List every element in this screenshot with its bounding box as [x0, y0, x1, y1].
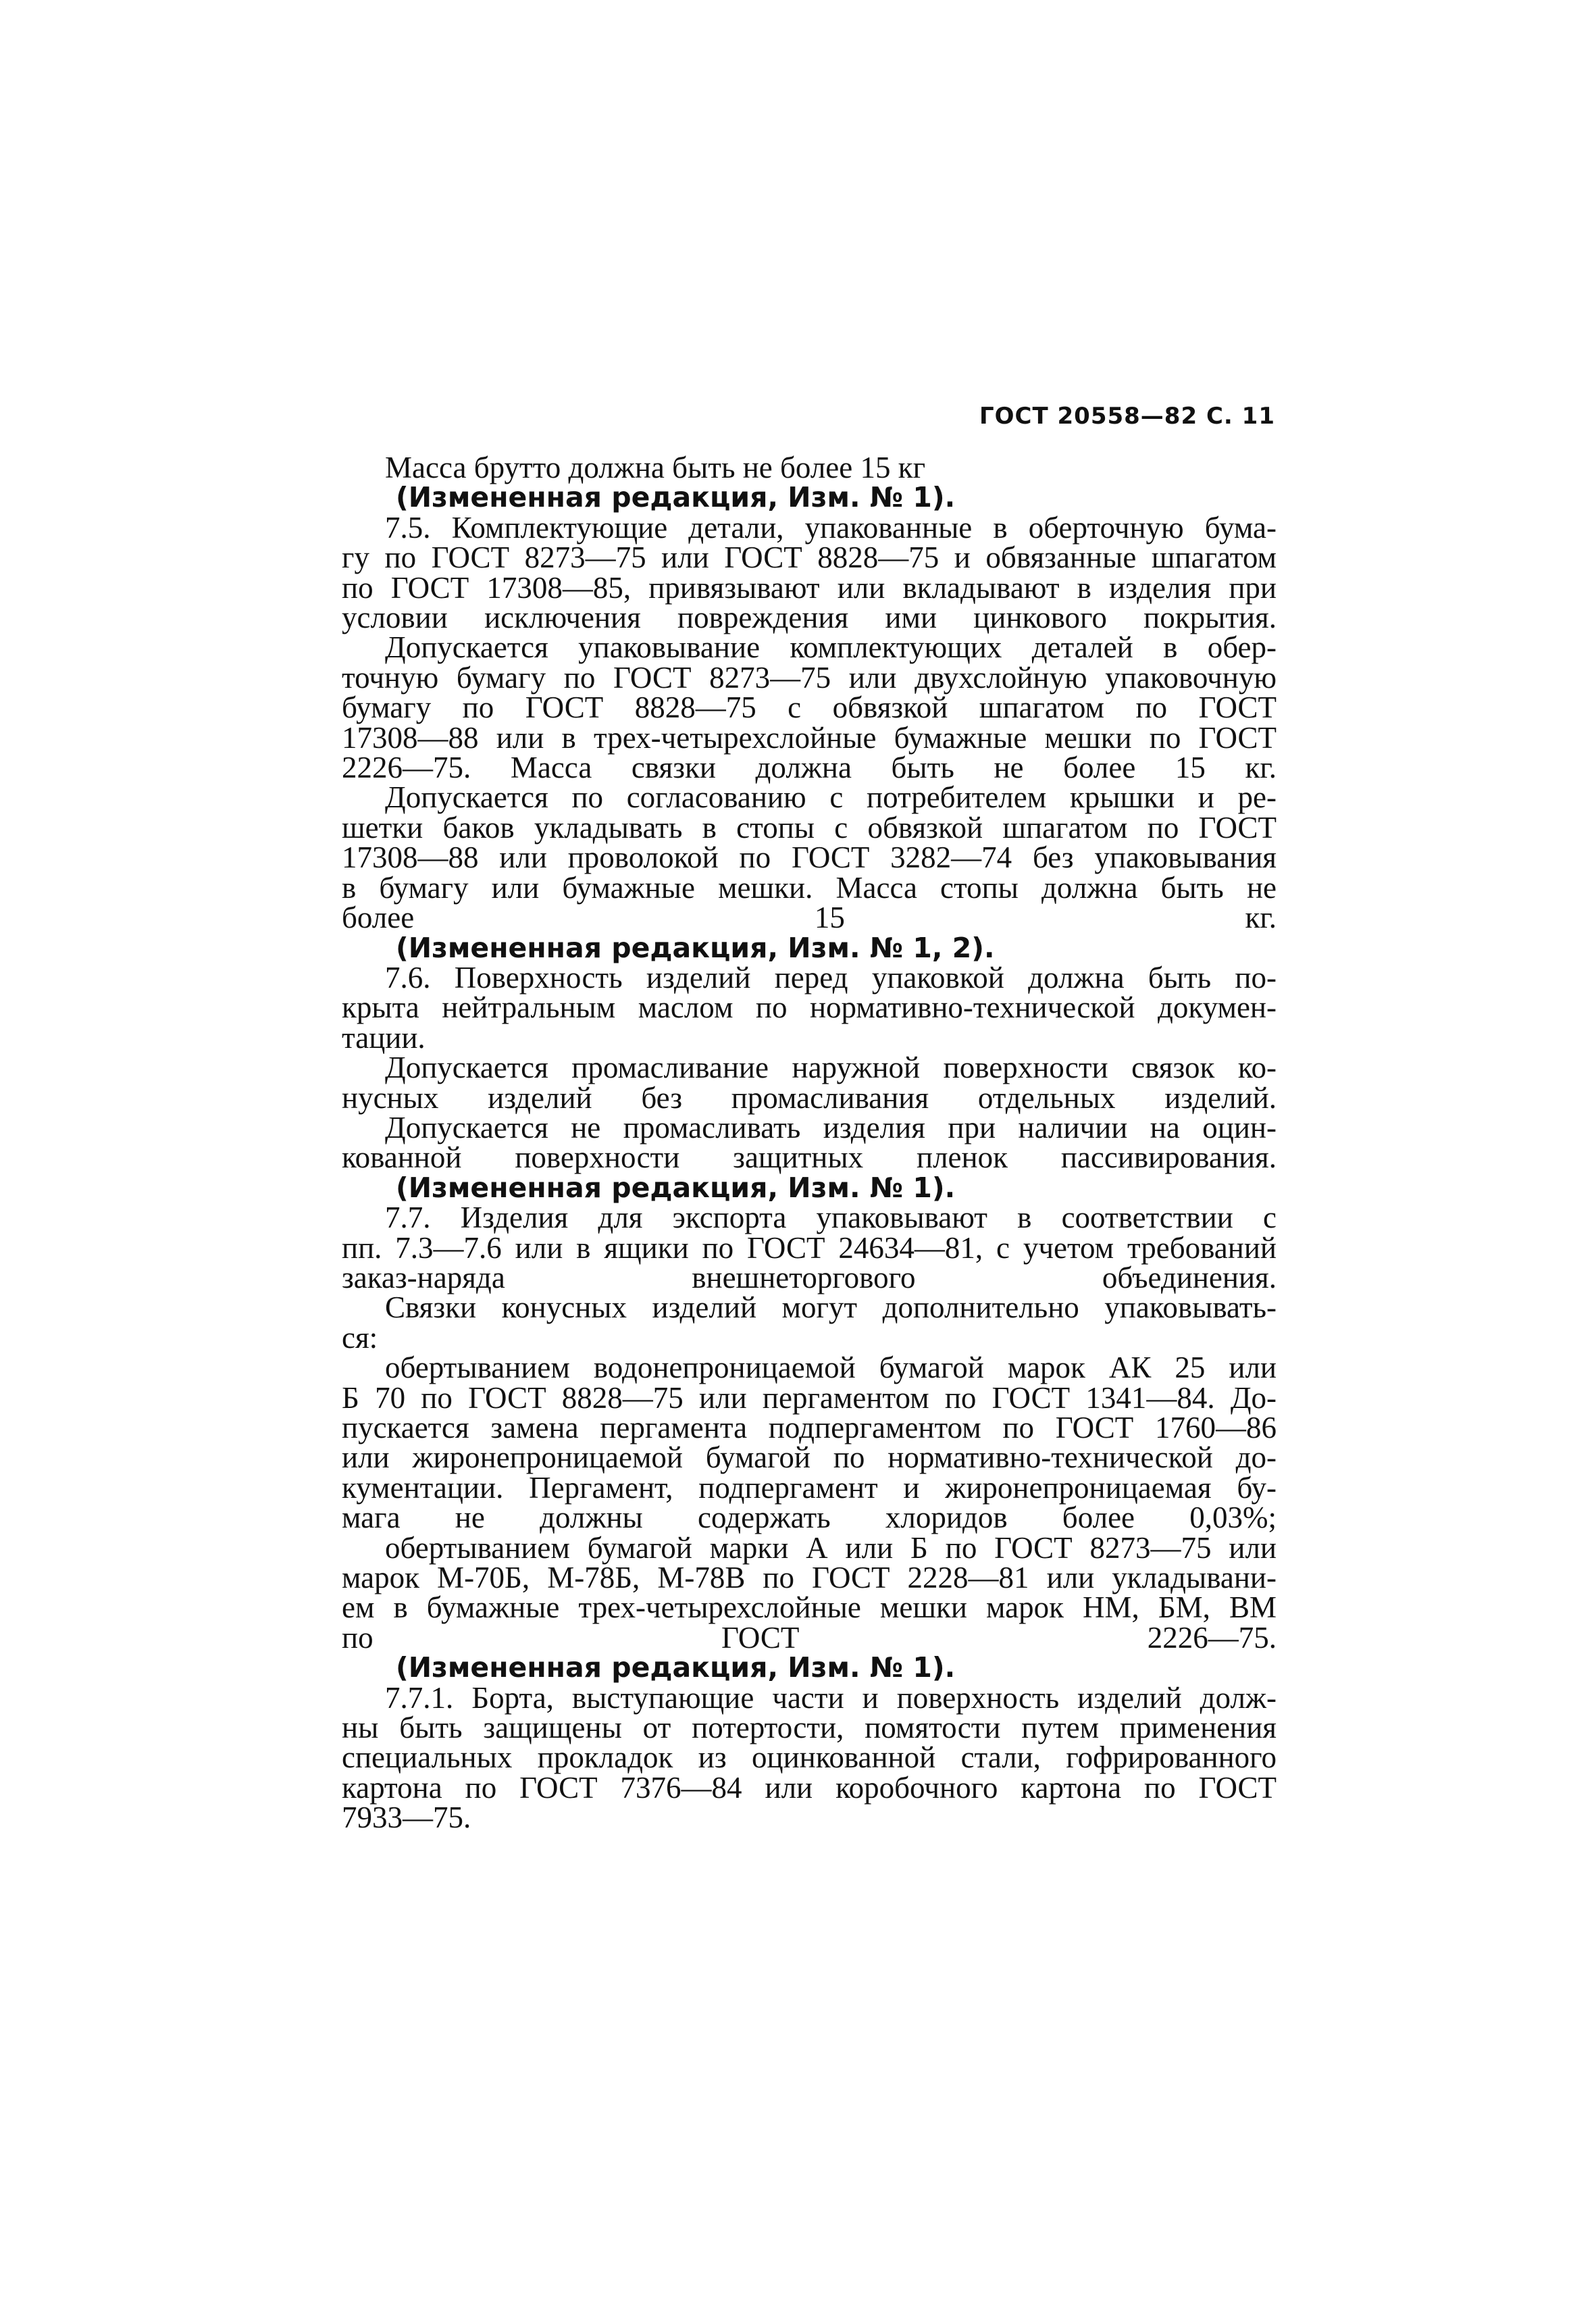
paragraph-7-6 [342, 960, 1277, 1055]
text-line: Допускается промасливание наружной поверхности связок ко- [385, 1051, 1277, 1085]
standard-number: ГОСТ 20558—82 [979, 403, 1198, 430]
text-line: пп. 7.3—7.6 или в ящики по ГОСТ 24634—81, с учетом требований [342, 1230, 1277, 1265]
text-line: ны быть защищены от потертости, помятости путем применения [342, 1711, 1277, 1745]
text-line: в бумагу или бумажные мешки. Масса стопы должна быть не [342, 870, 1277, 905]
text-line: обертыванием водонепроницаемой бумагой марок АК 25 или [385, 1351, 1277, 1385]
text-line: 17308—88 или в трех-четырехслойные бумажные мешки по ГОСТ [342, 720, 1277, 755]
paragraph-7-5-stacks [342, 780, 1277, 935]
text-line: 7.5. Комплектующие детали, упакованные в оберточную бума- [385, 510, 1277, 545]
paragraph-7-7-paper [342, 1530, 1277, 1655]
text-line: по ГОСТ 2226—75. [342, 1620, 1277, 1655]
running-header [892, 403, 1275, 430]
text-line: или жиронепроницаемой бумагой по нормативно-технической до- [342, 1440, 1277, 1475]
text-line: 7.7.1. Борта, выступающие части и поверхность изделий долж- [385, 1680, 1277, 1715]
page-number: С. 11 [1206, 403, 1275, 430]
text-line: 2226—75. Масса связки должна быть не более 15 кг. [342, 751, 1277, 785]
paragraph-7-5-wrapping [342, 630, 1277, 785]
paragraph-gross-mass [342, 453, 1277, 482]
text-line: гу по ГОСТ 8273—75 или ГОСТ 8828—75 и обвязанные шпагатом [342, 540, 1277, 575]
text-line: бумагу по ГОСТ 8828—75 с обвязкой шпагатом по ГОСТ [342, 690, 1277, 725]
text-line: Б 70 по ГОСТ 8828—75 или пергаментом по ГОСТ 1341—84. До- [342, 1380, 1277, 1415]
paragraph-7-6-bundles [342, 1053, 1277, 1113]
text-line: обертыванием бумагой марки А или Б по ГОСТ 8273—75 или [385, 1530, 1277, 1565]
text-line: нусных изделий без промасливания отдельных изделий. [342, 1080, 1277, 1115]
paragraph-7-7-1 [342, 1680, 1277, 1835]
text-line: ем в бумажные трех-четырехслойные мешки марок НМ, БМ, ВМ [342, 1590, 1277, 1625]
amendment-note: (Измененная редакция, Изм. № 1). [396, 481, 956, 514]
text-line: по ГОСТ 17308—85, привязывают или вкладывают в изделия при [342, 570, 1277, 605]
text-line: заказ-наряда внешнеторгового объединения. [342, 1260, 1277, 1294]
paragraph-7-7 [342, 1203, 1277, 1292]
paragraph-7-7-bundles [342, 1292, 1277, 1353]
text-line: мага не должны содержать хлоридов более 0,03%; [342, 1501, 1277, 1535]
text-line: Масса брутто должна быть не более 15 кг [385, 451, 926, 484]
paragraph-7-5 [342, 510, 1277, 635]
text-line: пускается замена пергамента подпергаментом по ГОСТ 1760—86 [342, 1411, 1277, 1444]
text-line: ся: [342, 1320, 378, 1355]
text-line: 7933—75. [342, 1801, 471, 1835]
text-line: 17308—88 или проволокой по ГОСТ 3282—74 без упаковывания [342, 840, 1277, 875]
text-line: Связки конусных изделий могут дополнительно упаковывать- [385, 1290, 1277, 1325]
text-line: тации. [342, 1020, 426, 1055]
text-line: точную бумагу по ГОСТ 8273—75 или двухслойную упаковочную [342, 660, 1277, 695]
paragraph-7-6-passivation [342, 1110, 1277, 1175]
text-line: Допускается не промасливать изделия при наличии на оцин- [385, 1110, 1277, 1145]
text-line: марок М-70Б, М-78Б, М-78В по ГОСТ 2228—81 или укладывани- [342, 1561, 1277, 1595]
paragraph-7-7-parchment [342, 1351, 1277, 1535]
amendment-note: (Измененная редакция, Изм. № 1). [396, 1171, 956, 1204]
text-line: 7.6. Поверхность изделий перед упаковкой должна быть по- [385, 960, 1277, 995]
text-line: крыта нейтральным маслом по нормативно-технической докумен- [342, 990, 1277, 1025]
text-line: условии исключения повреждения ими цинкового покрытия. [342, 601, 1277, 635]
text-line: Допускается упаковывание комплектующих деталей в обер- [385, 630, 1277, 665]
text-line: специальных прокладок из оцинкованной стали, гофрированного [342, 1740, 1277, 1775]
text-line: Допускается по согласованию с потребителем крышки и ре- [385, 780, 1277, 815]
text-line: кументации. Пергамент, подпергамент и жиронепроницаемая бу- [342, 1470, 1277, 1505]
text-line: картона по ГОСТ 7376—84 или коробочного картона по ГОСТ [342, 1770, 1277, 1805]
amendment-note: (Измененная редакция, Изм. № 1). [396, 1651, 956, 1684]
amendment-note: (Измененная редакция, Изм. № 1, 2). [396, 931, 995, 964]
text-line: шетки баков укладывать в стопы с обвязкой шпагатом по ГОСТ [342, 810, 1277, 845]
text-line: 7.7. Изделия для экспорта упаковывают в соответствии с [385, 1201, 1277, 1235]
text-line: кованной поверхности защитных пленок пассивирования. [342, 1140, 1277, 1175]
text-line: более 15 кг. [342, 901, 1277, 935]
body-text [342, 453, 1277, 1833]
